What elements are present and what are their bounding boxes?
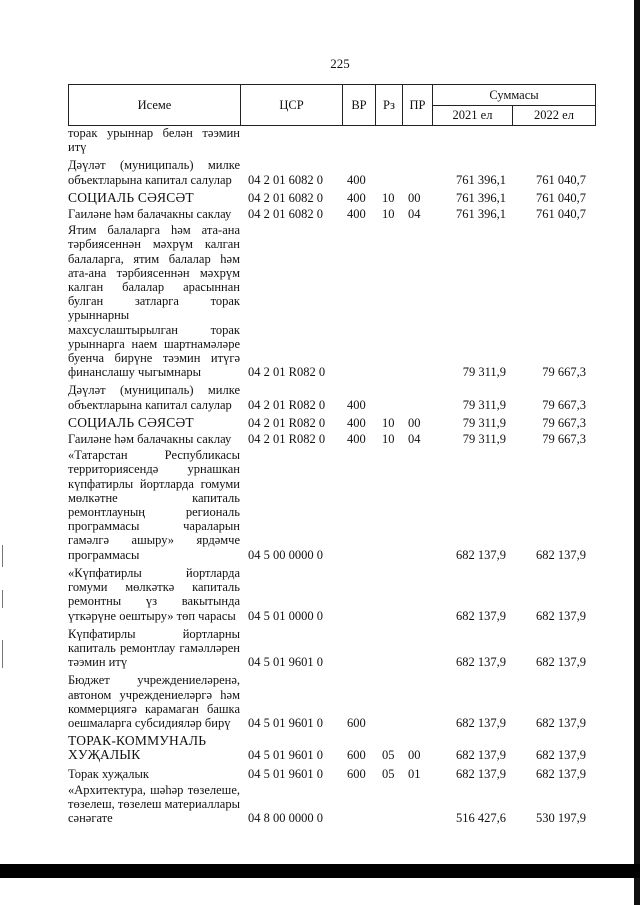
row-2021: 682 137,9	[456, 748, 506, 763]
row-name: ТОРАК-КОММУНАЛЬ ХУҖАЛЫК	[68, 733, 207, 763]
table-row	[68, 448, 596, 562]
row-2022: 682 137,9	[536, 748, 586, 763]
row-name: Ятим балаларга һәм ата-ана тәрбиясеннән мәхрүм калган балаларга, ятим балалар һәм ата-ана тәрбиясеннән мәхрүм калган балалар арасыннан булган затларга торак урыннарны махсуслаштырылган торак урыннарга наем шартнамәләре буенча бирүне тәэмин итүгә финанслашу чыгымнары	[68, 223, 240, 380]
row-vr: 400	[347, 190, 366, 205]
row-2021: 79 311,9	[462, 415, 506, 430]
row-2021: 682 137,9	[456, 547, 506, 562]
row-name: Дәүләт (муниципаль) милке объектларына капитал салулар	[68, 158, 240, 187]
row-2022: 682 137,9	[536, 547, 586, 562]
row-rz: 10	[382, 432, 395, 447]
row-pr: 04	[408, 207, 421, 222]
header-vr: ВР	[343, 85, 376, 125]
table-row	[68, 223, 596, 379]
row-vr: 400	[347, 397, 366, 412]
row-name: СОЦИАЛЬ СӘЯСӘТ	[68, 189, 194, 205]
row-vr: 600	[347, 715, 366, 730]
header-2021: 2021 ел	[433, 106, 513, 125]
row-2021: 516 427,6	[456, 811, 506, 826]
header-pr: ПР	[403, 85, 433, 125]
table-row	[68, 767, 596, 781]
table-row	[68, 126, 596, 154]
table-row	[68, 383, 596, 411]
row-pr: 04	[408, 432, 421, 447]
row-2021: 79 311,9	[462, 397, 506, 412]
table-row	[68, 566, 596, 623]
row-2022: 761 040,7	[536, 207, 586, 222]
row-name: «Архитектура, шәһәр төзелеше, төзелеш, төзелеш материаллары сәнәгате	[68, 782, 240, 826]
table-row	[68, 158, 596, 186]
row-2021: 761 396,1	[456, 172, 506, 187]
row-2021: 682 137,9	[456, 715, 506, 730]
header-2022: 2022 ел	[534, 108, 574, 122]
row-csr: 04 5 01 9601 0	[248, 766, 323, 781]
row-2022: 682 137,9	[536, 715, 586, 730]
row-2021: 761 396,1	[456, 190, 506, 205]
row-name: «Күпфатирлы йортларда гомуми мөлкәткә капиталь ремонтны үз вакытында үткәрүне оештыру» төп чарасы	[68, 565, 240, 623]
scan-mark	[2, 590, 3, 608]
budget-table	[68, 84, 596, 126]
row-pr: 01	[408, 766, 421, 781]
row-csr: 04 2 01 6082 0	[248, 207, 323, 222]
row-2022: 761 040,7	[536, 190, 586, 205]
row-pr: 00	[408, 415, 421, 430]
row-name: «Татарстан Республикасы территориясендә урнашкан күпфатирлы йортларда гомуми мөлкәтне капиталь ремонтлауның региональ программасы чараларын гамәлгә ашыру» ярдәмче программасы	[68, 448, 240, 562]
table-row	[68, 191, 596, 205]
table-row	[68, 734, 596, 762]
row-2022: 530 197,9	[536, 811, 586, 826]
row-csr: 04 8 00 0000 0	[248, 811, 323, 826]
table-row	[68, 627, 596, 670]
row-vr: 400	[347, 415, 366, 430]
row-name: Дәүләт (муниципаль) милке объектларына капитал салулар	[68, 383, 240, 412]
row-csr: 04 2 01 6082 0	[248, 190, 323, 205]
row-rz: 10	[382, 415, 395, 430]
row-2022: 79 667,3	[542, 397, 586, 412]
table-header	[68, 84, 596, 126]
scan-mark	[2, 640, 3, 668]
header-name: Исеме	[69, 85, 241, 125]
scan-mark	[2, 545, 3, 567]
table-row	[68, 783, 596, 826]
row-csr: 04 5 01 9601 0	[248, 748, 323, 763]
row-vr: 400	[347, 207, 366, 222]
table-body	[68, 126, 596, 829]
row-2022: 761 040,7	[536, 172, 586, 187]
table-row	[68, 207, 596, 221]
row-csr: 04 5 00 0000 0	[248, 547, 323, 562]
row-pr: 00	[408, 748, 421, 763]
row-name: торак урыннар белән тәэмин итү	[68, 126, 240, 155]
table-row	[68, 673, 596, 730]
row-csr: 04 5 01 9601 0	[248, 655, 323, 670]
row-2021: 761 396,1	[456, 207, 506, 222]
row-name: Бюджет учреждениеләренә, автоном учреждениеләргә һәм коммерциягә карамаган башка оешмаларга субсидияләр бирү	[68, 673, 240, 730]
row-csr: 04 2 01 R082 0	[248, 397, 326, 412]
row-vr: 600	[347, 748, 366, 763]
scan-edge	[634, 0, 640, 905]
header-sums: Суммасы	[433, 85, 595, 106]
scan-bottom-bar	[0, 864, 640, 878]
row-name: СОЦИАЛЬ СӘЯСӘТ	[68, 414, 194, 430]
row-csr: 04 2 01 6082 0	[248, 172, 323, 187]
table-row	[68, 432, 596, 446]
row-csr: 04 2 01 R082 0	[248, 415, 326, 430]
row-rz: 05	[382, 766, 395, 781]
row-2022: 79 667,3	[542, 415, 586, 430]
row-2021: 682 137,9	[456, 655, 506, 670]
row-name: Торак хуҗалык	[68, 766, 149, 781]
row-vr: 400	[347, 432, 366, 447]
row-2021: 682 137,9	[456, 608, 506, 623]
row-csr: 04 5 01 0000 0	[248, 608, 323, 623]
header-rz: Рз	[376, 85, 403, 125]
table-row	[68, 416, 596, 430]
row-2022: 79 667,3	[542, 432, 586, 447]
header-csr: ЦСР	[241, 85, 343, 125]
row-2021: 682 137,9	[456, 766, 506, 781]
row-vr: 400	[347, 172, 366, 187]
row-2022: 682 137,9	[536, 608, 586, 623]
row-csr: 04 5 01 9601 0	[248, 715, 323, 730]
row-rz: 05	[382, 748, 395, 763]
row-pr: 00	[408, 190, 421, 205]
row-csr: 04 2 01 R082 0	[248, 365, 326, 380]
row-name: Гаиләне һәм балачакны саклау	[68, 432, 232, 447]
row-name: Күпфатирлы йортларны капиталь ремонтлау гамәлләрен тәэмин итү	[68, 626, 240, 670]
row-rz: 10	[382, 190, 395, 205]
page-number: 225	[330, 56, 350, 71]
row-2022: 79 667,3	[542, 365, 586, 380]
row-vr: 600	[347, 766, 366, 781]
row-2021: 79 311,9	[462, 432, 506, 447]
row-2022: 682 137,9	[536, 766, 586, 781]
row-2022: 682 137,9	[536, 655, 586, 670]
row-2021: 79 311,9	[462, 365, 506, 380]
row-rz: 10	[382, 207, 395, 222]
row-csr: 04 2 01 R082 0	[248, 432, 326, 447]
row-name: Гаиләне һәм балачакны саклау	[68, 207, 232, 222]
